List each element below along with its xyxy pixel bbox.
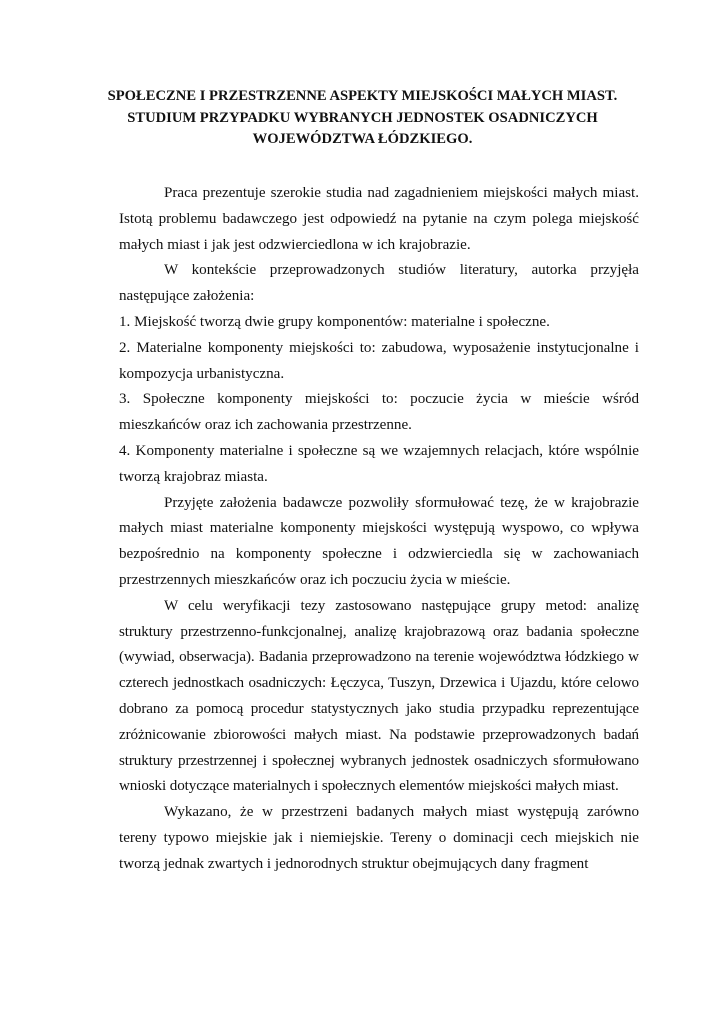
document-body bbox=[119, 181, 639, 878]
paragraph-methods: W celu weryfikacji tezy zastosowano następujące grupy metod: analizę struktury przestrzenno-funkcjonalnej, analizę krajobrazową oraz badania społeczne (wywiad, obserwacja). Badania przeprowadzono na terenie województwa łódzkiego w czterech jednostkach osadniczych: Łęczyca, Tuszyn, Drzewica i Ujazdu, które celowo dobrano za pomocą procedur statystycznych jako studia przypadku reprezentujące zróżnicowanie zbiorowości małych miast. Na podstawie przeprowadzonych badań struktury przestrzennej i społecznej wybranych jednostek osadniczych sformułowano wnioski dotyczące materialnych i społecznych elementów miejskości małych miast. bbox=[119, 597, 639, 795]
paragraph-assumptions-intro: W kontekście przeprowadzonych studiów literatury, autorka przyjęła następujące założenia: bbox=[119, 262, 639, 305]
title-line-1: SPOŁECZNE I PRZESTRZENNE ASPEKTY MIEJSKOŚCI MAŁYCH MIAST. bbox=[107, 88, 618, 104]
assumption-item-2: 2. Materialne komponenty miejskości to: zabudowa, wyposażenie instytucjonalne i kompozycja urbanistyczna. bbox=[119, 339, 639, 382]
title-line-3: WOJEWÓDZTWA ŁÓDZKIEGO. bbox=[252, 131, 473, 147]
paragraph-intro: Praca prezentuje szerokie studia nad zagadnieniem miejskości małych miast. Istotą problemu badawczego jest odpowiedź na pytanie na czym polega miejskość małych miast i jak jest odzwierciedlona w ich krajobrazie. bbox=[119, 185, 639, 253]
paragraph-findings: Wykazano, że w przestrzeni badanych małych miast występują zarówno tereny typowo miejskie jak i niemiejskie. Tereny o dominacji cech miejskich nie tworzą jednak zwartych i jednorodnych struktur obejmujących dany fragment bbox=[119, 804, 639, 872]
paragraph-thesis: Przyjęte założenia badawcze pozwoliły sformułować tezę, że w krajobrazie małych miast materialne komponenty miejskości występują wyspowo, co wpływa bezpośrednio na komponenty społeczne i odzwierciedla się w zachowaniach przestrzennych mieszkańców oraz ich poczuciu życia w mieście. bbox=[119, 494, 639, 588]
assumption-item-4: 4. Komponenty materialne i społeczne są we wzajemnych relacjach, które wspólnie tworzą krajobraz miasta. bbox=[119, 442, 639, 485]
document-title bbox=[90, 86, 635, 151]
assumption-item-3: 3. Społeczne komponenty miejskości to: poczucie życia w mieście wśród mieszkańców oraz ich zachowania przestrzenne. bbox=[119, 391, 639, 434]
title-line-2: STUDIUM PRZYPADKU WYBRANYCH JEDNOSTEK OSADNICZYCH bbox=[127, 109, 598, 126]
assumption-item-1: 1. Miejskość tworzą dwie grupy komponentów: materialne i społeczne. bbox=[119, 313, 550, 330]
